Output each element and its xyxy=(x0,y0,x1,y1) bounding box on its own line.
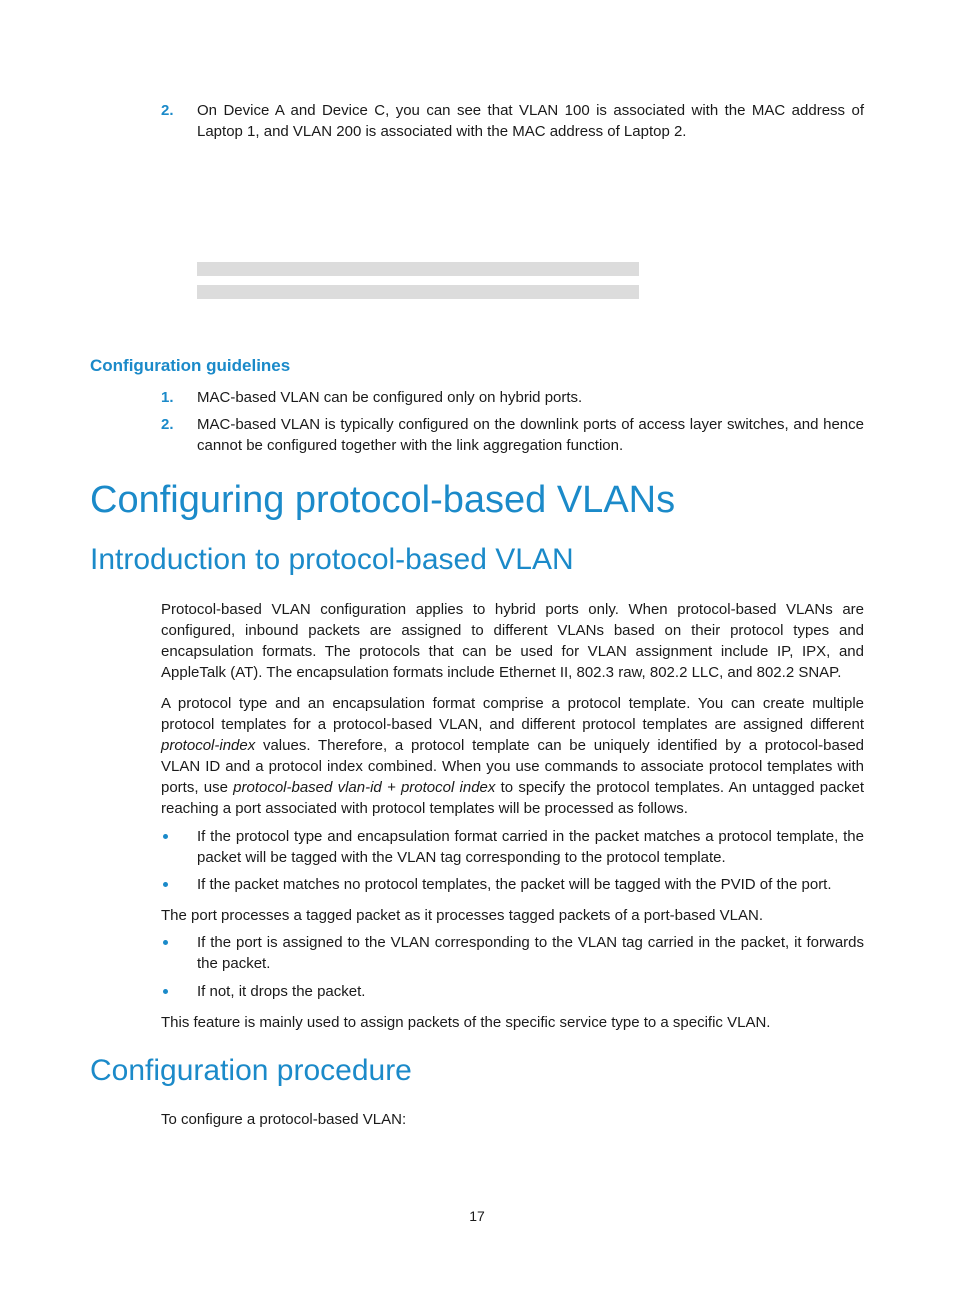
list-number: 2. xyxy=(161,416,174,433)
bullet-item: If the packet matches no protocol templates, the packet will be tagged with the PVID of the port. xyxy=(197,876,832,893)
chapter-title: Configuring protocol-based VLANs xyxy=(90,479,676,521)
list-item-text: MAC-based VLAN is typically configured on the downlink ports of access layer switches, and hence cannot be configured together with the link aggregation function. xyxy=(197,416,864,454)
list-number: 1. xyxy=(161,389,174,406)
bullet-icon xyxy=(163,940,168,945)
grey-bar xyxy=(197,285,639,299)
list-number: 2. xyxy=(161,102,174,119)
intro-paragraph-2: A protocol type and an encapsulation format comprise a protocol template. You can create multiple protocol templates for a protocol-based VLAN, and different protocol templates are assigned different protocol-index values. Therefore, a protocol template can be uniquely identified by a protocol-based VLAN ID and a protocol index combined. When you use commands to associate protocol templates with ports, use protocol-based vlan-id + protocol index to specify the protocol templates. An untagged packet reaching a port associated with protocol templates will be processed as follows. xyxy=(161,695,864,817)
bullet-icon xyxy=(163,882,168,887)
procedure-heading: Configuration procedure xyxy=(90,1054,412,1087)
page-number: 17 xyxy=(469,1208,485,1224)
intro-paragraph-4: This feature is mainly used to assign packets of the specific service type to a specific VLAN. xyxy=(161,1014,771,1031)
bullet-item: If not, it drops the packet. xyxy=(197,983,366,1000)
grey-bar xyxy=(197,262,639,276)
bullet-icon xyxy=(163,834,168,839)
bullet-item: If the protocol type and encapsulation format carried in the packet matches a protocol template, the packet will be tagged with the VLAN tag corresponding to the protocol template. xyxy=(197,828,864,866)
intro-paragraph-1: Protocol-based VLAN configuration applies to hybrid ports only. When protocol-based VLANs are configured, inbound packets are assigned to different VLANs based on their protocol types and encapsulation formats. The protocols that can be used for VLAN assignment include IP, IPX, and AppleTalk (AT). The encapsulation formats include Ethernet II, 802.3 raw, 802.2 LLC, and 802.2 SNAP. xyxy=(161,601,864,681)
list-item-text: MAC-based VLAN can be configured only on hybrid ports. xyxy=(197,389,583,406)
config-guidelines-heading: Configuration guidelines xyxy=(90,356,291,375)
intro-heading: Introduction to protocol-based VLAN xyxy=(90,543,574,576)
procedure-text: To configure a protocol-based VLAN: xyxy=(161,1111,407,1128)
intro-paragraph-3: The port processes a tagged packet as it processes tagged packets of a port-based VLAN. xyxy=(161,907,764,924)
bullet-item: If the port is assigned to the VLAN corresponding to the VLAN tag carried in the packet, it forwards the packet. xyxy=(197,934,864,972)
list-item-text: On Device A and Device C, you can see that VLAN 100 is associated with the MAC address of Laptop 1, and VLAN 200 is associated with the MAC address of Laptop 2. xyxy=(197,102,864,140)
bullet-icon xyxy=(163,989,168,994)
